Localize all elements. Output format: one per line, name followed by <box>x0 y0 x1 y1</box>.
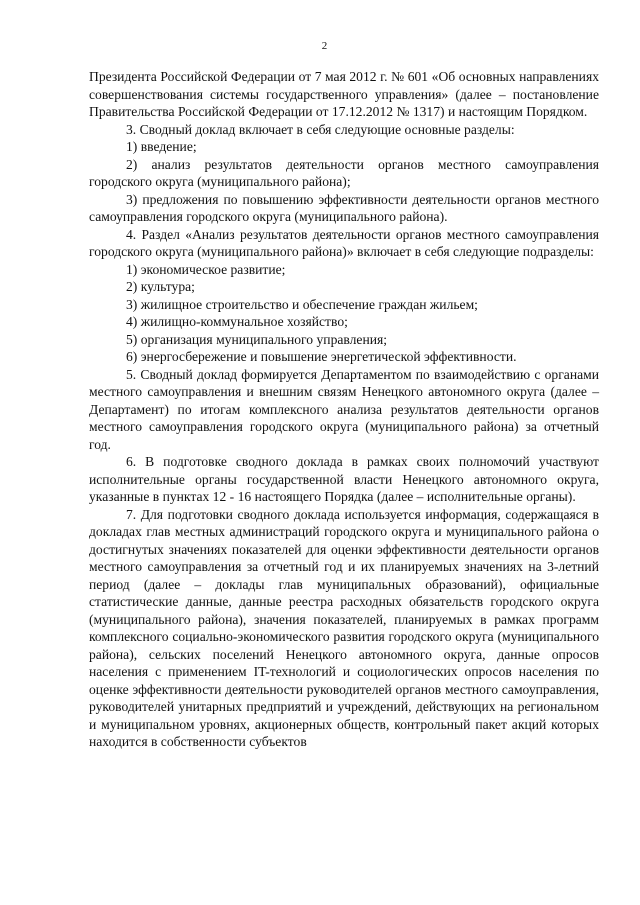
paragraph: Президента Российской Федерации от 7 мая 2012 г. № 601 «Об основных направлениях совершенствования системы государственного управления» (далее – постановление Правительства Российской Федерации от 17.12.2012 № 1317) и настоящим Порядком. <box>89 69 599 119</box>
paragraph: 2) анализ результатов деятельности органов местного самоуправления городского округа (муниципального района); <box>89 156 599 189</box>
paragraph: 3. Сводный доклад включает в себя следующие основные разделы: <box>126 121 515 137</box>
list-item: 6) энергосбережение и повышение энергетической эффективности. <box>126 349 517 364</box>
document-body <box>89 68 599 751</box>
list-item: 3) жилищное строительство и обеспечение граждан жильем; <box>126 296 478 312</box>
list-item: 4) жилищно-коммунальное хозяйство; <box>126 314 348 329</box>
page-number: 2 <box>321 40 328 52</box>
list-item: 2) культура; <box>126 279 195 294</box>
paragraph: 4. Раздел «Анализ результатов деятельности органов местного самоуправления городского округа (муниципального района)» включает в себя следующие подразделы: <box>89 226 599 259</box>
paragraph: 3) предложения по повышению эффективности деятельности органов местного самоуправления городского округа (муниципального района). <box>89 191 599 224</box>
list-item: 1) введение; <box>126 139 197 154</box>
paragraph: 5. Сводный доклад формируется Департаментом по взаимодействию с органами местного самоуправления и внешним связям Ненецкого автономного округа (далее – Департамент) по итогам комплексного анализа результатов деятельности органов местного самоуправления городского округа (муниципального района) за отчетный год. <box>89 366 599 452</box>
paragraph: 6. В подготовке сводного доклада в рамках своих полномочий участвуют исполнительные органы государственной власти Ненецкого автономного округа, указанные в пунктах 12 - 16 настоящего Порядка (далее – исполнительные органы). <box>89 454 599 504</box>
list-item: 1) экономическое развитие; <box>126 261 286 277</box>
list-item: 5) организация муниципального управления; <box>126 331 388 347</box>
paragraph: 7. Для подготовки сводного доклада используется информация, содержащаяся в докладах глав местных администраций городского округа и муниципального района о достигнутых значениях показателей для оценки эффективности деятельности органов местного самоуправления за отчетный год и их планируемых значениях на 3-летний период (далее – доклады глав муниципальных образований), официальные статистические данные, данные реестра расходных обязательств городского округа (муниципального района), значения показателей, планируемых в рамках программ комплексного социально-экономического развития городского округа (муниципального района), сельских поселений Ненецкого автономного округа, данные опросов населения с применением IT-технологий и социологических опросов населения по оценке эффективности деятельности руководителей органов местного самоуправления, руководителей унитарных предприятий и учреждений, действующих на региональном и муниципальном уровнях, акционерных обществ, контрольный пакет акций которых находится в собственности субъектов <box>89 506 599 749</box>
